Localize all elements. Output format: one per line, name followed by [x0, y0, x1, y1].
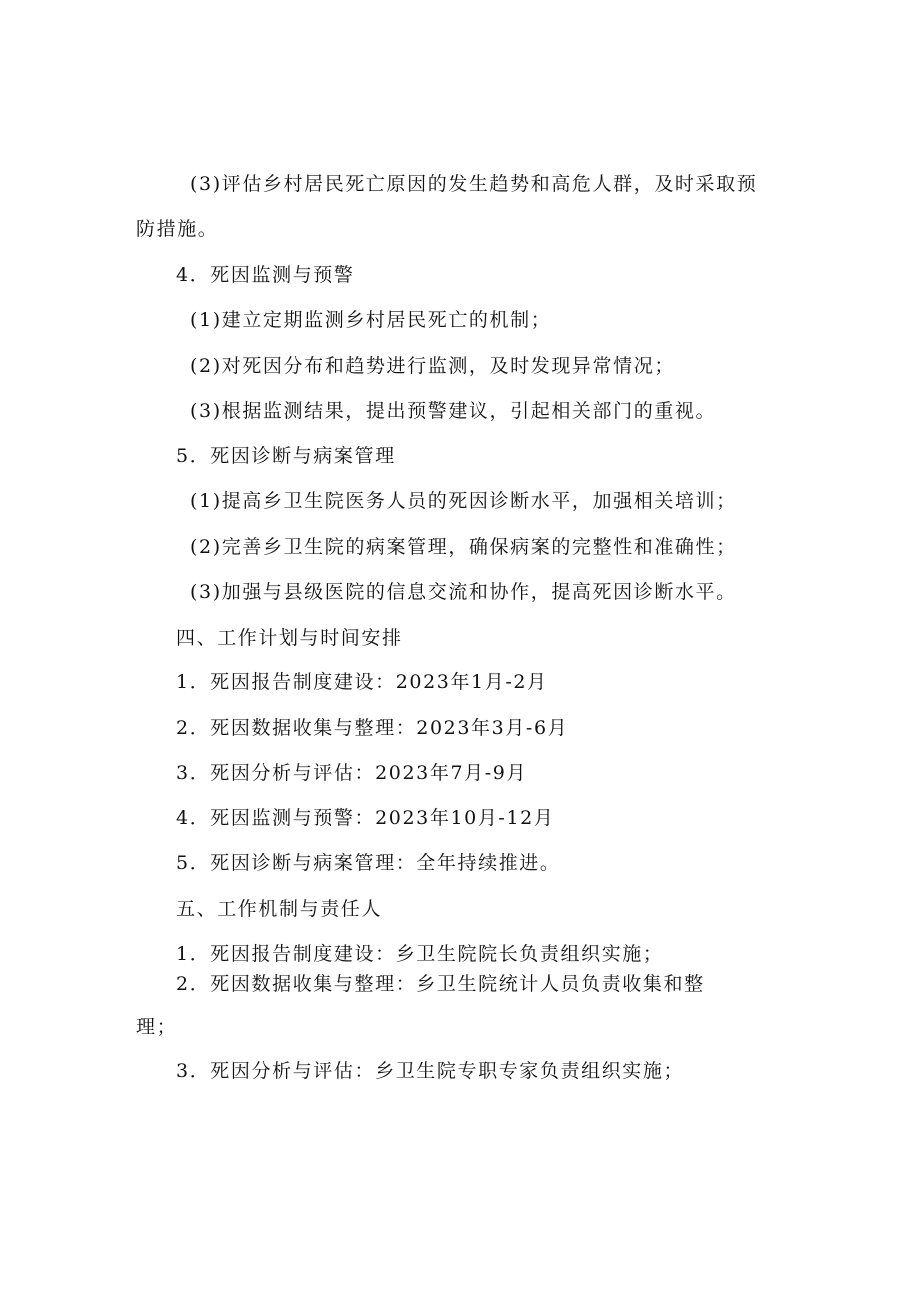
chapter-heading: 四、工作计划与时间安排 [176, 627, 403, 649]
list-item: (3)根据监测结果，提出预警建议，引起相关部门的重视。 [190, 400, 717, 422]
paragraph-line: 理； [136, 1016, 178, 1038]
list-item: 1．死因报告制度建设：乡卫生院院长负责组织实施； [176, 943, 664, 965]
paragraph-line: 防措施。 [136, 218, 219, 240]
list-item: 3．死因分析与评估：乡卫生院专职专家负责组织实施； [176, 1060, 685, 1082]
list-item: 5．死因诊断与病案管理：全年持续推进。 [176, 852, 561, 874]
list-item: (1)提高乡卫生院医务人员的死因诊断水平，加强相关培训； [190, 490, 737, 512]
paragraph-line: (3)评估乡村居民死亡原因的发生趋势和高危人群，及时采取预 [190, 173, 758, 195]
section-heading: 4．死因监测与预警 [176, 264, 355, 286]
chapter-heading: 五、工作机制与责任人 [176, 898, 383, 920]
list-item: 2．死因数据收集与整理：2023年3月-6月 [176, 717, 569, 739]
list-item: (2)对死因分布和趋势进行监测，及时发现异常情况； [190, 355, 675, 377]
section-heading: 5．死因诊断与病案管理 [176, 445, 396, 467]
list-item: 1．死因报告制度建设：2023年1月-2月 [176, 671, 548, 693]
list-item: 4．死因监测与预警：2023年10月-12月 [176, 807, 555, 829]
list-item: (2)完善乡卫生院的病案管理，确保病案的完整性和准确性； [190, 536, 737, 558]
list-item: 2．死因数据收集与整理：乡卫生院统计人员负责收集和整 [176, 973, 705, 995]
list-item: 3．死因分析与评估：2023年7月-9月 [176, 762, 528, 784]
list-item: (1)建立定期监测乡村居民死亡的机制； [190, 309, 552, 331]
list-item: (3)加强与县级医院的信息交流和协作，提高死因诊断水平。 [190, 581, 737, 603]
